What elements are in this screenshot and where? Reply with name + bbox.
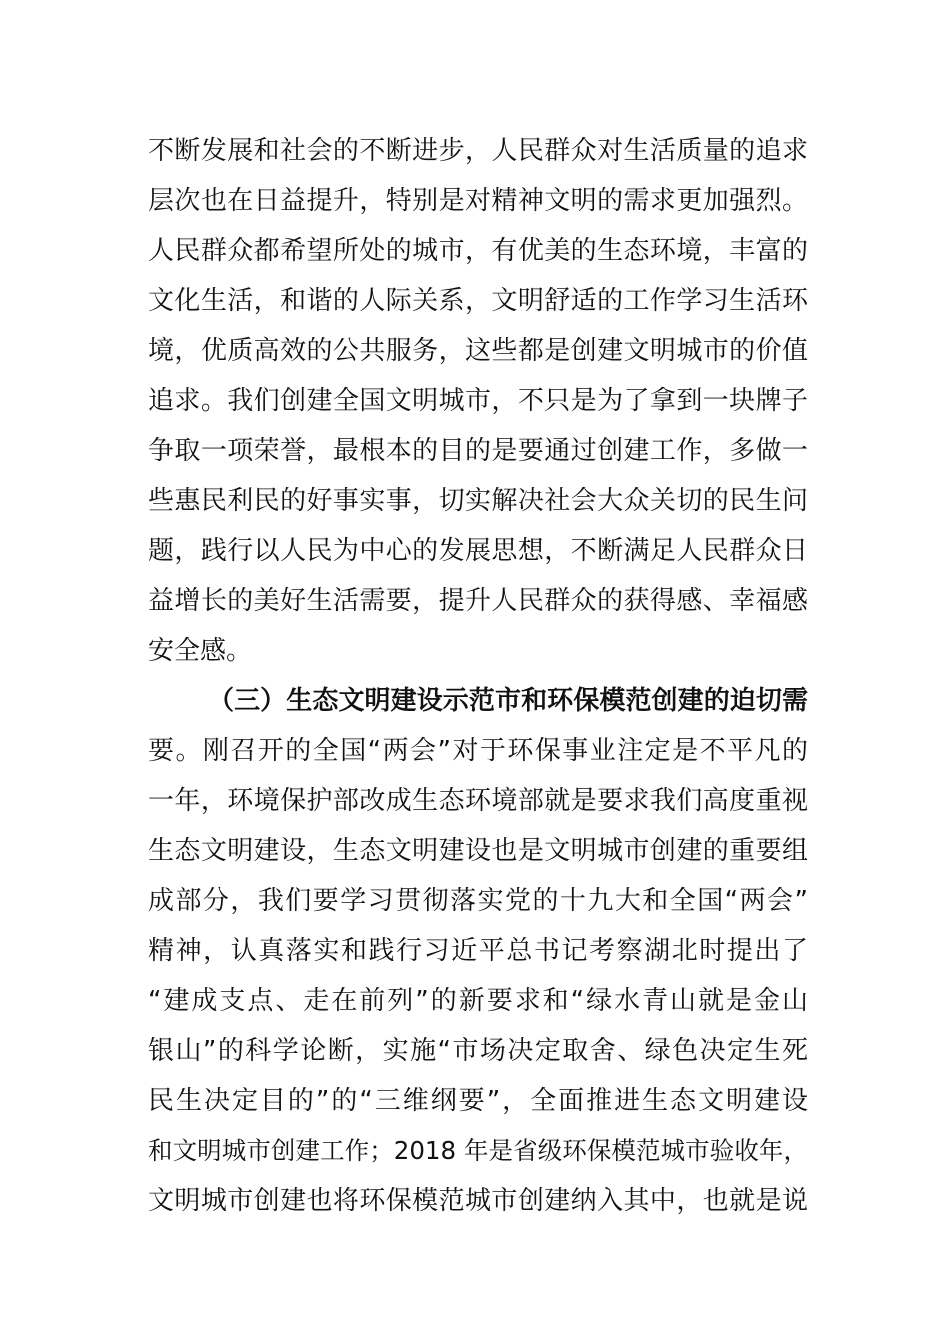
paragraph-line: 人民群众都希望所处的城市，有优美的生态环境，丰富的 [148,236,808,266]
paragraph-line: 追求。我们创建全国文明城市，不只是为了拿到一块牌子 [148,386,808,416]
paragraph-line: “建成支点、走在前列”的新要求和“绿水青山就是金山 [148,986,808,1016]
paragraph-line: 要。刚召开的全国“两会”对于环保事业注定是不平凡的 [148,736,808,766]
paragraph-line: 精神，认真落实和践行习近平总书记考察湖北时提出了 [148,936,808,966]
paragraph-line: 文化生活，和谐的人际关系，文明舒适的工作学习生活环 [148,286,808,316]
paragraph-line: 生态文明建设，生态文明建设也是文明城市创建的重要组 [148,836,808,866]
paragraph-line: 成部分，我们要学习贯彻落实党的十九大和全国“两会” [148,886,808,916]
paragraph-line: 和文明城市创建工作；2018 年是省级环保模范城市验收年， [148,1136,808,1165]
paragraph-line: 一年，环境保护部改成生态环境部就是要求我们高度重视 [148,786,808,816]
paragraph-line: 不断发展和社会的不断进步，人民群众对生活质量的追求 [148,136,808,166]
paragraph-line: 争取一项荣誉，最根本的目的是要通过创建工作，多做一 [148,436,808,466]
paragraph-line: 境，优质高效的公共服务，这些都是创建文明城市的价值 [148,336,808,366]
paragraph-line: 文明城市创建也将环保模范城市创建纳入其中，也就是说 [148,1186,808,1216]
paragraph-line: 安全感。 [148,636,253,666]
paragraph-line: 银山”的科学论断，实施“市场决定取舍、绿色决定生死 [148,1036,808,1066]
paragraph-line: 些惠民利民的好事实事，切实解决社会大众关切的民生问 [148,486,808,516]
paragraph-line: 题，践行以人民为中心的发展思想，不断满足人民群众日 [148,536,808,566]
paragraph-line: 益增长的美好生活需要，提升人民群众的获得感、幸福感 [148,586,808,616]
paragraph-line: 层次也在日益提升，特别是对精神文明的需求更加强烈。 [148,186,808,216]
paragraph-line: 民生决定目的”的“三维纲要”，全面推进生态文明建设 [148,1086,808,1116]
section-heading: （三）生态文明建设示范市和环保模范创建的迫切需 [208,686,808,716]
